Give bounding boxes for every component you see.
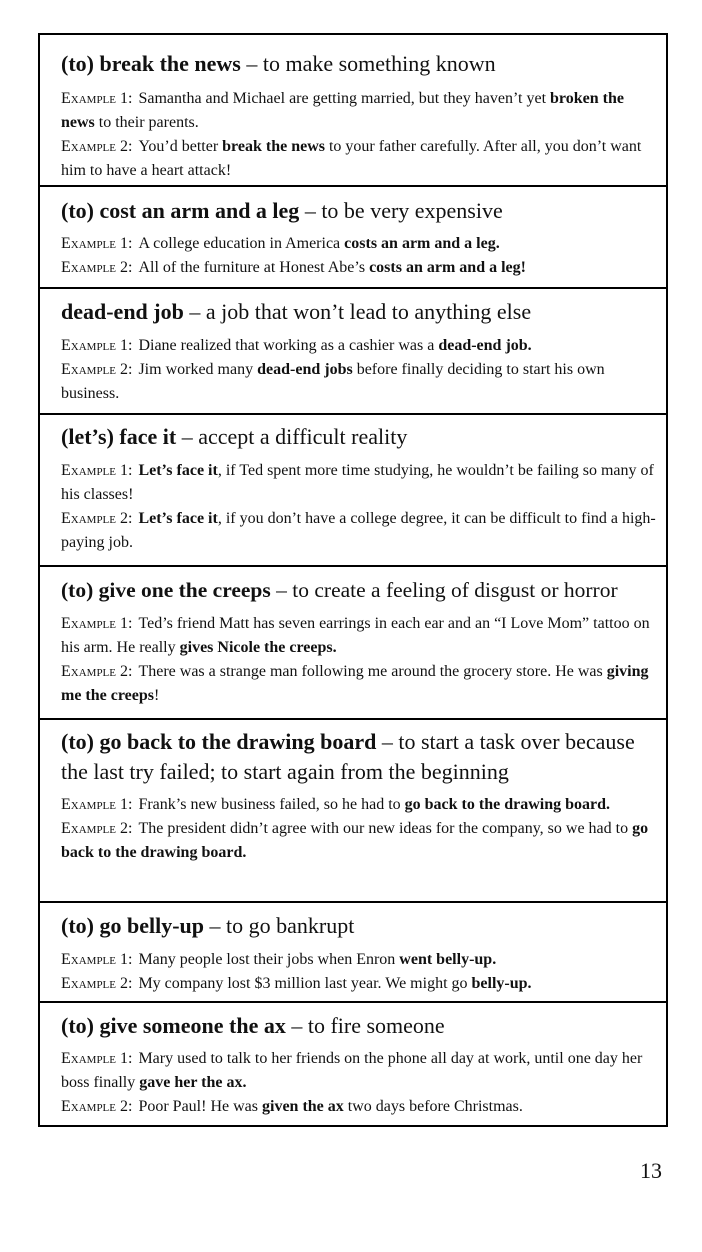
example-idiom: gave her the ax. — [139, 1074, 247, 1091]
idiom-entry — [40, 413, 666, 565]
example-idiom: dead-end jobs — [257, 361, 353, 378]
example-number: 2: — [120, 663, 133, 680]
example — [61, 1047, 658, 1095]
idiom-entry — [40, 185, 666, 287]
idiom-term: (to) break the news — [61, 51, 241, 76]
example — [61, 948, 658, 972]
example-idiom: costs an arm and a leg. — [344, 235, 500, 252]
example-label: Example — [61, 138, 116, 155]
example-number: 2: — [120, 259, 133, 276]
idiom-definition: – to create a feeling of disgust or horror — [270, 578, 618, 602]
example-text: Samantha and Michael are getting married, but they haven’t yet — [138, 90, 551, 107]
example-label: Example — [61, 337, 116, 354]
example-label: Example — [61, 235, 116, 252]
example — [61, 1095, 658, 1119]
example-text: The president didn’t agree with our new ideas for the company, so we had to — [138, 820, 633, 837]
example-text: Mary used to talk to her friends on the phone all day at work, until one day her boss finally — [61, 1050, 643, 1091]
example-number: 2: — [120, 975, 133, 992]
example-idiom: giving me the creeps — [61, 663, 649, 704]
example-number: 1: — [120, 337, 133, 354]
example — [61, 507, 658, 555]
example-idiom: break the news — [222, 138, 325, 155]
example-number: 2: — [120, 820, 133, 837]
example — [61, 972, 658, 996]
example-label: Example — [61, 663, 116, 680]
example-idiom: belly-up. — [471, 975, 532, 992]
idiom-term: (let’s) face it — [61, 424, 177, 449]
example — [61, 817, 658, 865]
idiom-heading — [61, 1011, 658, 1041]
idiom-term: dead-end job — [61, 299, 184, 324]
example-text: There was a strange man following me around the grocery store. He was — [138, 663, 607, 680]
example-text: All of the furniture at Honest Abe’s — [138, 259, 370, 276]
example — [61, 459, 658, 507]
idiom-term: (to) go back to the drawing board — [61, 729, 377, 754]
idiom-definition: – to be very expensive — [299, 198, 503, 223]
example-number: 2: — [120, 510, 133, 527]
idiom-term: (to) give one the creeps — [61, 578, 271, 602]
example-idiom: Let’s face it — [138, 510, 218, 527]
example-idiom: go back to the drawing board. — [404, 796, 610, 813]
example-idiom: gives Nicole the creeps. — [179, 639, 337, 656]
example-number: 1: — [120, 462, 133, 479]
example-label: Example — [61, 796, 116, 813]
idiom-entry — [40, 287, 666, 413]
idiom-entry — [40, 901, 666, 1001]
example — [61, 135, 658, 183]
idiom-entry — [40, 33, 666, 185]
idiom-definition: – to go bankrupt — [204, 913, 355, 938]
idiom-definition: – to make something known — [240, 51, 496, 76]
example-number: 1: — [120, 1050, 133, 1067]
example-idiom: given the ax — [262, 1098, 344, 1115]
idiom-heading — [61, 911, 658, 941]
idiom-term: (to) go belly-up — [61, 913, 204, 938]
example-label: Example — [61, 90, 116, 107]
idiom-definition: – accept a difficult reality — [176, 424, 408, 449]
example-label: Example — [61, 1098, 116, 1115]
example-text: Many people lost their jobs when Enron — [138, 951, 400, 968]
example-label: Example — [61, 820, 116, 837]
example-text: Diane realized that working as a cashier was a — [138, 337, 439, 354]
idiom-heading — [61, 49, 658, 79]
example-idiom: went belly-up. — [399, 951, 497, 968]
example-text: Frank’s new business failed, so he had to — [138, 796, 405, 813]
idiom-definition: – a job that won’t lead to anything else — [183, 299, 532, 324]
example-text: My company lost $3 million last year. We might go — [138, 975, 472, 992]
example-number: 2: — [120, 361, 133, 378]
example-label: Example — [61, 1050, 116, 1067]
page-number: 13 — [640, 1158, 662, 1183]
example-text: Poor Paul! He was — [138, 1098, 262, 1115]
example-label: Example — [61, 259, 116, 276]
example-label: Example — [61, 462, 116, 479]
idiom-heading — [61, 297, 658, 327]
example — [61, 793, 658, 817]
example-number: 1: — [120, 235, 133, 252]
example-idiom: Let’s face it — [138, 462, 218, 479]
example-text: , if you don’t have a college degree, it can be difficult to find a high-paying job. — [61, 510, 656, 551]
example — [61, 612, 662, 660]
example — [61, 256, 658, 280]
idiom-term: (to) cost an arm and a leg — [61, 198, 300, 223]
example-text: to their parents. — [94, 114, 199, 131]
example-idiom: broken the news — [61, 90, 624, 131]
example-number: 1: — [120, 615, 133, 632]
example-number: 1: — [120, 796, 133, 813]
example-text: Ted’s friend Matt has seven earrings in each ear and an “I Love Mom” tattoo on his arm. He really — [61, 615, 650, 656]
example-text: , if Ted spent more time studying, he wouldn’t be failing so many of his classes! — [61, 462, 654, 503]
example — [61, 87, 658, 135]
idiom-entry — [40, 1001, 666, 1127]
example-text: before finally deciding to start his own business. — [61, 361, 605, 402]
example-idiom: go back to the drawing board. — [61, 820, 649, 861]
example — [61, 334, 658, 358]
example — [61, 358, 658, 406]
example — [61, 232, 658, 256]
idiom-term: (to) give someone the ax — [61, 1013, 286, 1038]
example-text: You’d better — [138, 138, 223, 155]
example — [61, 660, 662, 708]
idiom-entry — [40, 565, 666, 718]
example-label: Example — [61, 615, 116, 632]
example-label: Example — [61, 951, 116, 968]
example-number: 1: — [120, 90, 133, 107]
example-idiom: costs an arm and a leg! — [369, 259, 526, 276]
example-number: 2: — [120, 138, 133, 155]
example-idiom: dead-end job. — [438, 337, 532, 354]
idiom-heading — [61, 422, 658, 452]
example-text: A college education in America — [138, 235, 345, 252]
example-text: Jim worked many — [138, 361, 258, 378]
example-label: Example — [61, 510, 116, 527]
idiom-entry — [40, 718, 666, 901]
example-text: to your father carefully. After all, you don’t want him to have a heart attack! — [61, 138, 642, 179]
example-text: ! — [154, 687, 160, 704]
example-label: Example — [61, 361, 116, 378]
idiom-definition: – to fire someone — [285, 1013, 445, 1038]
idiom-list — [38, 33, 668, 1127]
idiom-definition: – to start a task over because the last try failed; to start again from the beginning — [61, 729, 635, 784]
example-number: 2: — [120, 1098, 133, 1115]
example-label: Example — [61, 975, 116, 992]
example-text: two days before Christmas. — [343, 1098, 523, 1115]
idiom-heading — [61, 727, 658, 787]
idiom-heading — [61, 575, 662, 605]
idiom-heading — [61, 196, 658, 226]
example-number: 1: — [120, 951, 133, 968]
